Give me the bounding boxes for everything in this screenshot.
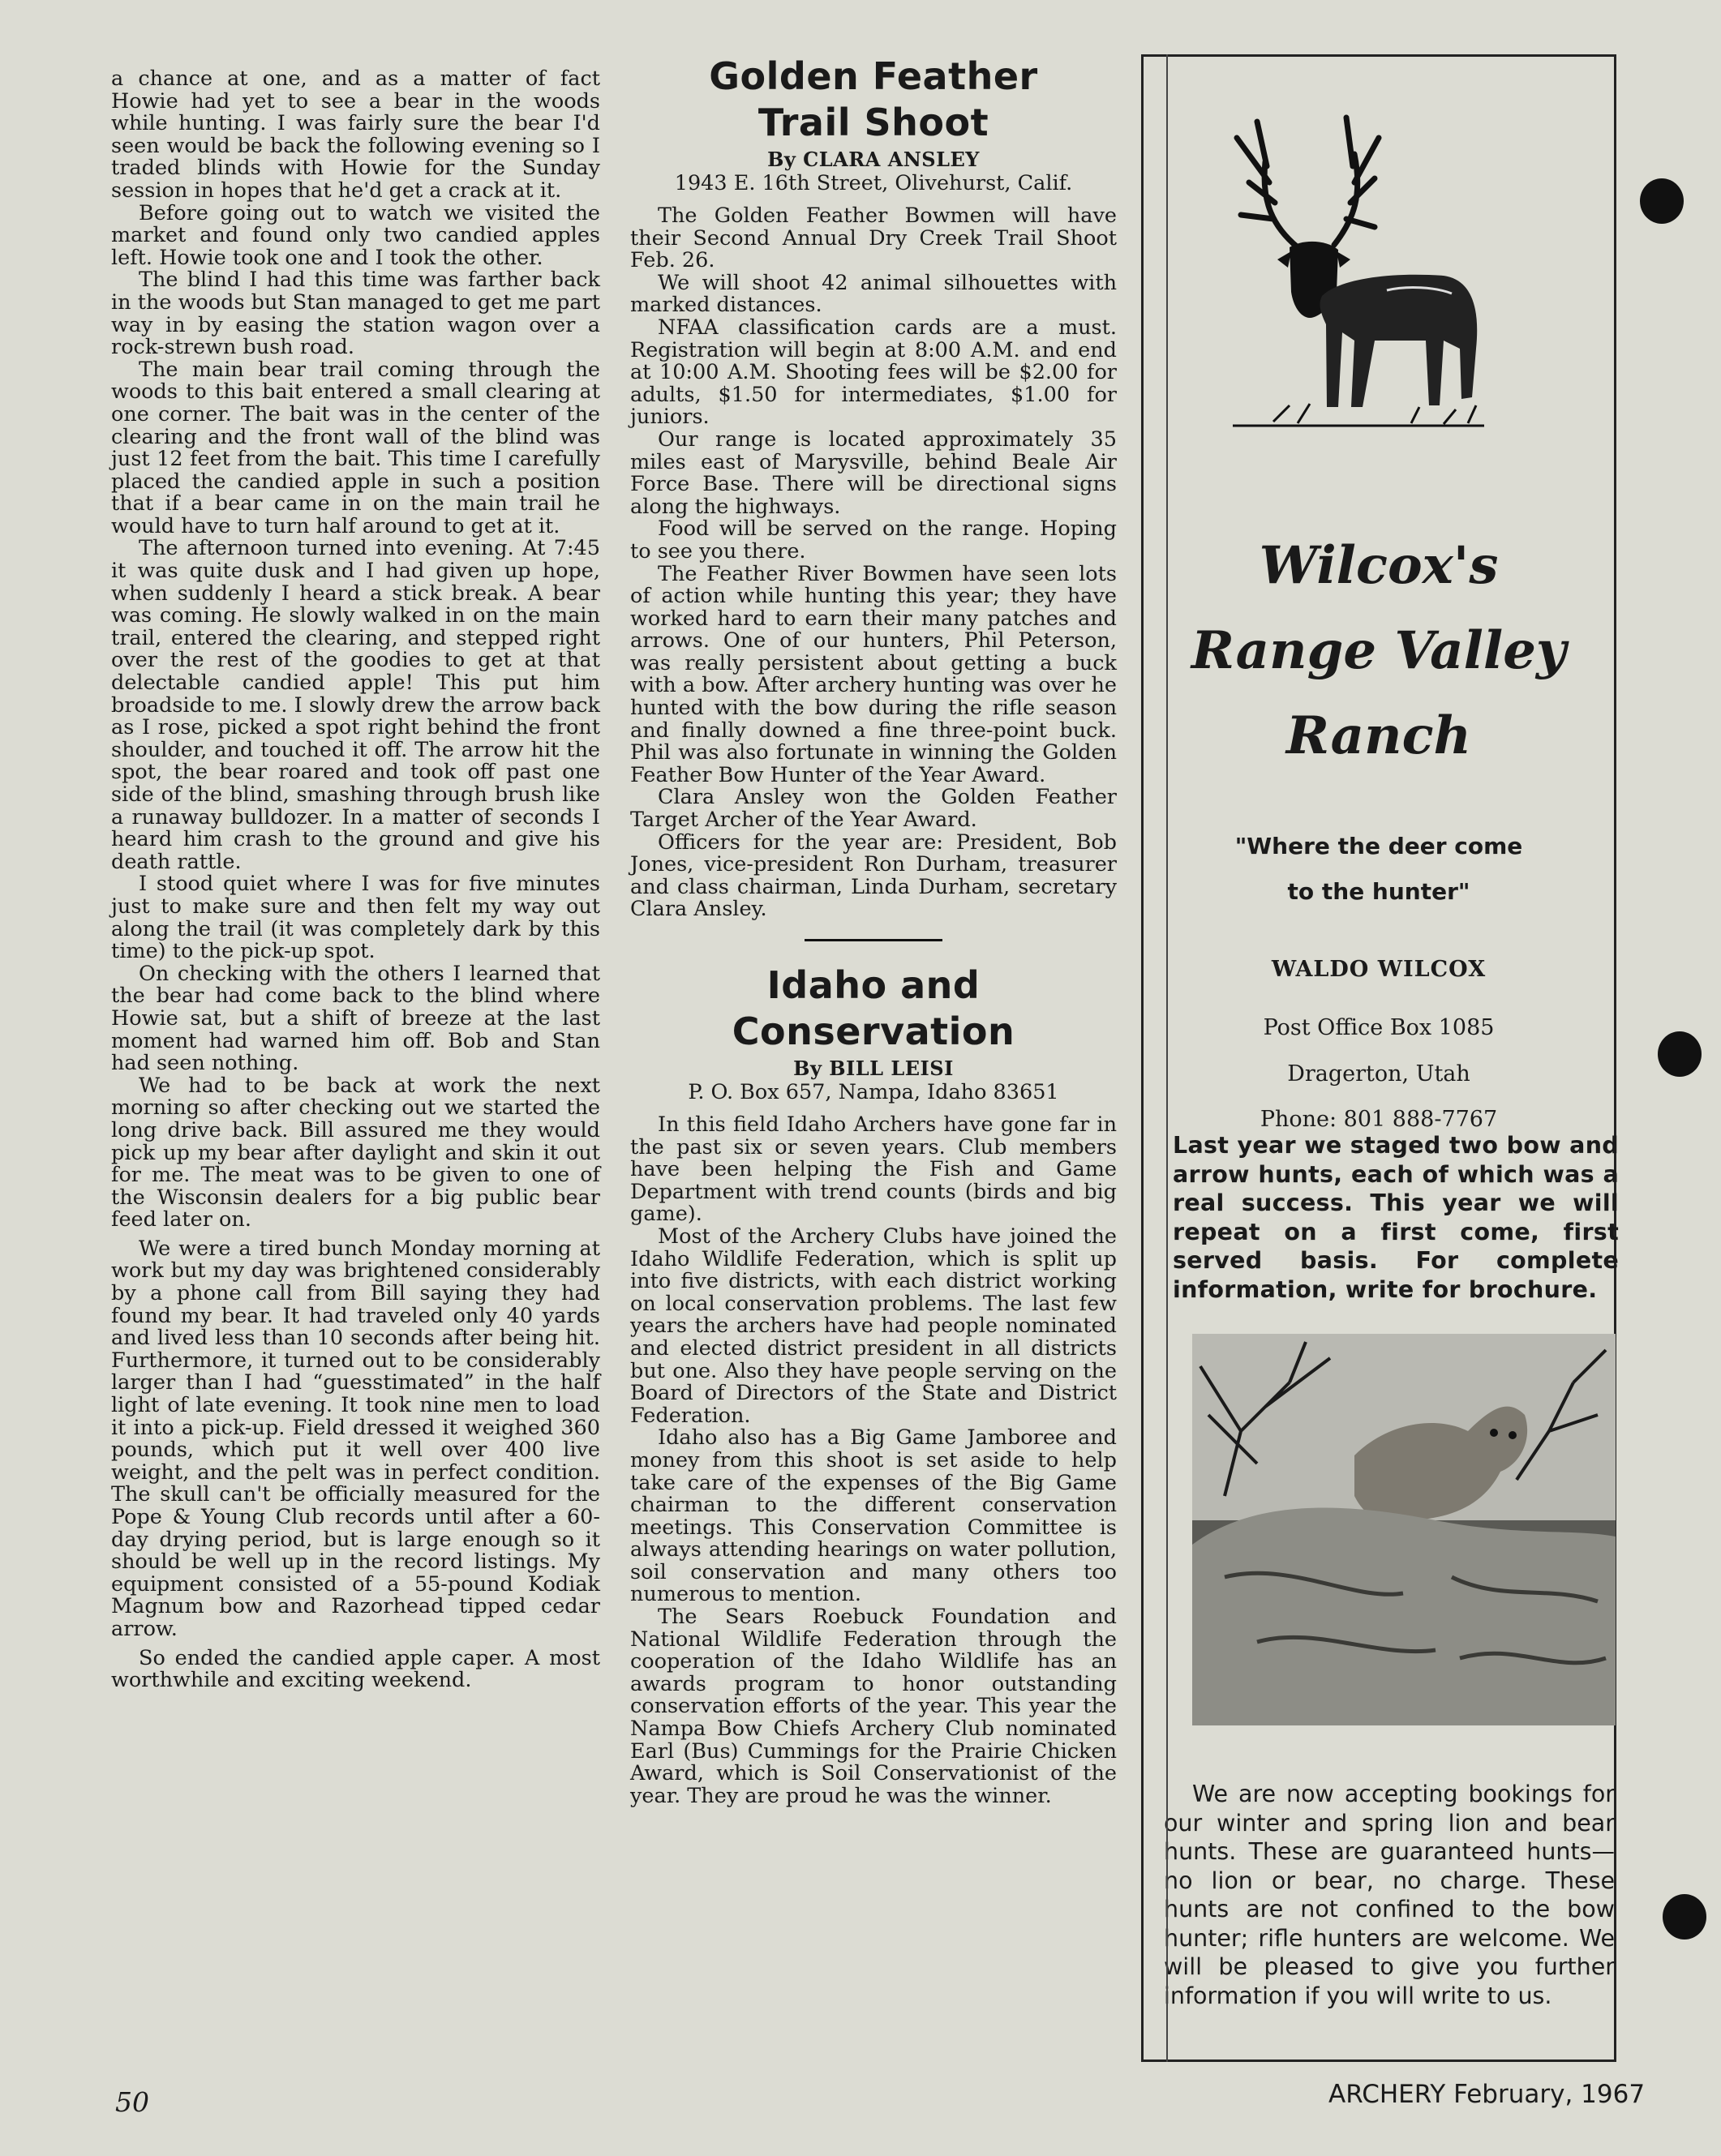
body-paragraph: NFAA classification cards are a must. Registration will begin at 8:00 A.M. and end at 10:00 A.M. Shooting fees will be $2.00 for adults, $1.50 for intermediates, $1.00 for juniors.	[630, 315, 1117, 430]
ad-paragraph: Last year we staged two bow and arrow hunts, each of which was a real success. This year we will repeat on a first come, first served basis. For complete information, write for brochure.	[1173, 1132, 1619, 1303]
binder-hole	[1658, 1031, 1702, 1077]
body-paragraph: We will shoot 42 animal silhouettes with marked distances.	[630, 270, 1117, 318]
left-article-column	[111, 68, 600, 1692]
article-idaho-conservation	[630, 962, 1117, 1807]
byline: By BILL LEISI	[793, 1057, 954, 1080]
slogan-line: "Where the deer come	[1234, 833, 1523, 859]
body-paragraph: Most of the Archery Clubs have joined the Idaho Wildlife Federation, which is split up into five districts, with each district working on local conservation problems. The last few years the archers have had people nominated and elected district president in all districts but one. Also they have people serving on the Board of Directors of the State and District Federation.	[630, 1224, 1117, 1428]
middle-article-column	[630, 54, 1117, 1807]
magazine-footer: ARCHERY February, 1967	[1328, 2080, 1646, 2109]
deer-illustration	[1200, 105, 1492, 446]
headline-line: Golden Feather	[709, 54, 1038, 98]
body-paragraph: In this field Idaho Archers have gone far in the past six or seven years. Club members have been helping the Fish and Game Department with trend counts (birds and big game).	[630, 1112, 1117, 1227]
ranch-name	[1144, 523, 1614, 778]
town: Dragerton, Utah	[1287, 1061, 1470, 1087]
phone-number: Phone: 801 888-7767	[1260, 1107, 1498, 1132]
binder-hole	[1663, 1894, 1706, 1940]
body-paragraph: The blind I had this time was farther back in the woods but Stan managed to get me part way in by easing the station wagon over a rock-strewn bush road.	[111, 268, 600, 360]
po-box: Post Office Box 1085	[1263, 1015, 1495, 1040]
ranch-name-line: Ranch	[1285, 705, 1472, 766]
ranch-name-line: Wilcox's	[1259, 535, 1499, 596]
body-paragraph: Officers for the year are: President, Bob Jones, vice-president Ron Durham, treasurer and class chairman, Linda Durham, secretary Clara Ansley.	[630, 829, 1117, 922]
body-paragraph: I stood quiet where I was for five minutes just to make sure and then felt my way out along the trail (it was completely dark by this time) to the pick-up spot.	[111, 872, 600, 964]
ranch-advertisement	[1141, 54, 1619, 2062]
body-paragraph: Food will be served on the range. Hoping to see you there.	[630, 516, 1117, 564]
slogan-line: to the hunter"	[1287, 878, 1470, 905]
byline: By CLARA ANSLEY	[767, 148, 980, 171]
headline-line: Conservation	[732, 1009, 1015, 1053]
author-address: 1943 E. 16th Street, Olivehurst, Calif.	[674, 171, 1073, 195]
body-paragraph: We had to be back at work the next morning so after checking out we started the long drive back. Bill assured me they would pick up my bear after daylight and skin it out for me. The meat was to be given to one of the Wisconsin dealers for a big public bear feed later on.	[111, 1073, 600, 1232]
body-paragraph: Our range is located approximately 35 miles east of Marysville, behind Beale Air Force Base. There will be directional signs along the highways.	[630, 426, 1117, 519]
ranch-name-line: Range Valley	[1191, 620, 1567, 681]
body-paragraph: The Sears Roebuck Foundation and National Wildlife Federation through the cooperation of the Idaho Wildlife has an awards program to honor outstanding conservation efforts of the year. This year the Nampa Bow Chiefs Archery Club nominated Earl (Bus) Cummings for the Prairie Chicken Award, which is Soil Conservationist of the year. They are proud he was the winner.	[630, 1605, 1117, 1808]
body-paragraph: Clara Ansley won the Golden Feather Target Archer of the Year Award.	[630, 785, 1117, 833]
body-paragraph: Before going out to watch we visited the market and found only two candied apples left. Howie took one and I took the other.	[111, 200, 600, 270]
headline-line: Trail Shoot	[757, 101, 989, 144]
ad-inner-border	[1166, 54, 1168, 2062]
page-number: 50	[115, 2086, 149, 2118]
body-paragraph: We were a tired bunch Monday morning at work but my day was brightened considerably by a phone call from Bill saying they had found my bear. It had traveled only 40 yards and lived less than 10 seconds after being hit. Furthermore, it turned out to be considerably larger than I had “guesstimated” in the half light of late evening. It took nine men to load it into a pick-up. Field dressed it weighed 360 pounds, which put it well over 400 live weight, and the pelt was in perfect condition. The skull can't be officially measured for the Pope & Young Club records until after a 60-day drying period, but is large enough so it should be well up in the record listings. My equipment consisted of a 55-pound Kodiak Magnum bow and Razorhead tipped cedar arrow.	[111, 1236, 600, 1641]
headline	[630, 54, 1117, 146]
body-paragraph: Idaho also has a Big Game Jamboree and money from this shoot is set aside to help take care of the expenses of the Big Game chairman to the different conservation meetings. This Conservation Committee is always attending hearings on water pollution, soil conservation and many others too numerous to mention.	[630, 1425, 1117, 1607]
binder-hole	[1640, 178, 1684, 224]
body-paragraph: The Golden Feather Bowmen will have their Second Annual Dry Creek Trail Shoot Feb. 26.	[630, 204, 1117, 273]
headline-line: Idaho and	[766, 963, 981, 1007]
ranch-slogan	[1144, 824, 1614, 915]
body-paragraph: The main bear trail coming through the woods to this bait entered a small clearing at one corner. The bait was in the center of the clearing and the front wall of the blind was just 12 feet from the bait. This time I carefully placed the candied apple in such a position that if a bear came in on the main trail he would have to turn half around to get at it.	[111, 357, 600, 538]
section-divider	[805, 939, 942, 941]
headline	[630, 962, 1117, 1055]
author-address: P. O. Box 657, Nampa, Idaho 83651	[688, 1080, 1059, 1104]
body-paragraph: So ended the candied apple caper. A most worthwhile and exciting weekend.	[111, 1645, 600, 1693]
body-paragraph: The Feather River Bowmen have seen lots of action while hunting this year; they have worked hard to earn their many patches and arrows. One of our hunters, Phil Peterson, was really persistent about getting a buck with a bow. After archery hunting was over he hunted with the bow during the rifle season and finally downed a fine three-point buck. Phil was also fortunate in winning the Golden Feather Bow Hunter of the Year Award.	[630, 561, 1117, 787]
body-paragraph: On checking with the others I learned that the bear had come back to the blind where Howie sat, but a shift of breeze at the last moment had warned him off. Bob and Stan had seen nothing.	[111, 961, 600, 1076]
article-golden-feather	[630, 54, 1117, 921]
cougar-photo	[1192, 1334, 1616, 1725]
body-paragraph: The afternoon turned into evening. At 7:45 it was quite dusk and I had given up hope, when suddenly I heard a stick break. A bear was coming. He slowly walked in on the main trail, entered the clearing, and stepped right over the rest of the goodies to get at that delectable candied apple! This put him broadside to me. I slowly drew the arrow back as I rose, picked a spot right behind the front shoulder, and touched it off. The arrow hit the spot, the bear roared and took off past one side of the blind, smashing through brush like a runaway bulldozer. In a matter of seconds I heard him crash to the ground and give his death rattle.	[111, 536, 600, 874]
owner-name: WALDO WILCOX	[1271, 957, 1487, 982]
body-paragraph: a chance at one, and as a matter of fact Howie had yet to see a bear in the woods while hunting. I was fairly sure the bear I'd seen would be back the following evening so I traded blinds with Howie for the Sunday session in hopes that he'd get a crack at it.	[111, 66, 600, 203]
ad-paragraph: We are now accepting bookings for our winter and spring lion and bear hunts. These are guaranteed hunts—no lion or bear, no charge. These hunts are not confined to the bow hunter; rifle hunters are welcome. We will be pleased to give you further information if you will write to us.	[1164, 1781, 1615, 2009]
